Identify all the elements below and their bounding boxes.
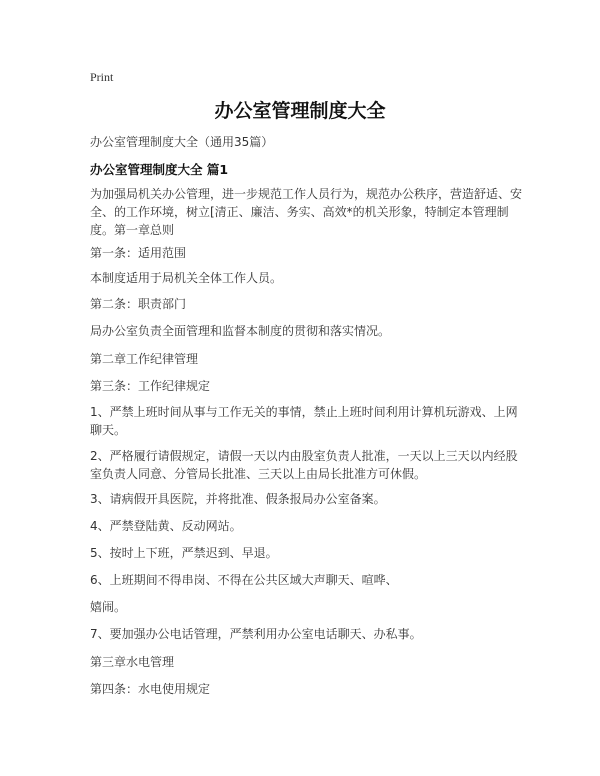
- document-subtitle: 办公室管理制度大全（通用35篇）: [90, 135, 274, 149]
- paragraph-rule-6: 6、上班期间不得串岗、不得在公共区域大声聊天、喧哗、: [90, 573, 398, 587]
- paragraph-rule-1: 1、严禁上班时间从事与工作无关的事情，禁止上班时间利用计算机玩游戏、上网聊天。: [90, 405, 518, 437]
- print-label[interactable]: Print: [90, 70, 114, 84]
- section-heading: 办公室管理制度大全 篇1: [90, 162, 229, 177]
- paragraph-chapter-2: 第二章工作纪律管理: [90, 352, 199, 366]
- paragraph-article-3: 第三条：工作纪律规定: [90, 379, 211, 393]
- paragraph-article-2: 第二条：职责部门: [90, 297, 187, 311]
- page-title: 办公室管理制度大全: [214, 100, 386, 122]
- paragraph-chapter-3: 第三章水电管理: [90, 655, 175, 669]
- paragraph-article-1: 第一条：适用范围: [90, 246, 187, 260]
- paragraph-intro: 为加强局机关办公管理，进一步规范工作人员行为，规范办公秩序，营造舒适、安全、的工作环境，树立[清正、廉洁、务实、高效*的机关形象，特制定本管理制度。第一章总则: [90, 187, 523, 237]
- paragraph-article-4: 第四条：水电使用规定: [90, 682, 211, 696]
- paragraph-scope: 本制度适用于局机关全体工作人员。: [90, 271, 283, 285]
- paragraph-rule-3: 3、请病假开具医院，并将批准、假条报局办公室备案。: [90, 492, 386, 506]
- paragraph-rule-7: 7、要加强办公电话管理，严禁利用办公室电话聊天、办私事。: [90, 627, 422, 641]
- paragraph-rule-6-cont: 嬉闹。: [90, 600, 127, 614]
- paragraph-responsibility: 局办公室负责全面管理和监督本制度的贯彻和落实情况。: [90, 324, 391, 338]
- paragraph-rule-5: 5、按时上下班，严禁迟到、早退。: [90, 546, 278, 560]
- paragraph-rule-2: 2、严格履行请假规定，请假一天以内由股室负责人批准，一天以上三天以内经股室负责人同意、分管局长批准、三天以上由局长批准方可休假。: [90, 449, 518, 481]
- paragraph-rule-4: 4、严禁登陆黄、反动网站。: [90, 519, 242, 533]
